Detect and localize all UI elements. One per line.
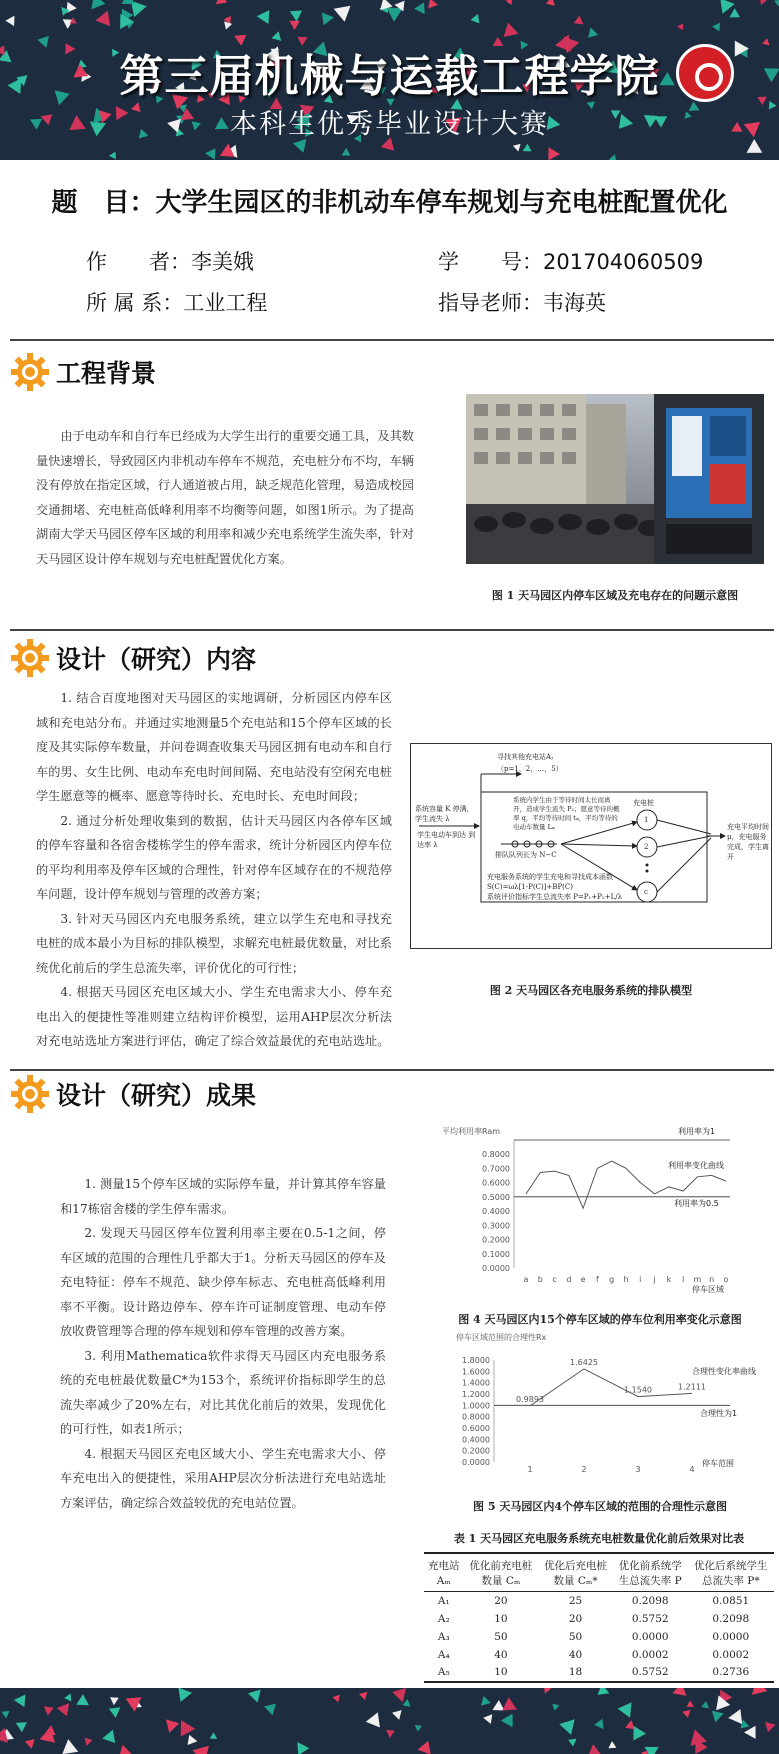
chart1-ref05-label: 利用率为0.5 xyxy=(674,1199,719,1208)
chart1-x-tick: k xyxy=(666,1275,672,1284)
table-header: 生总流失率 P xyxy=(613,1573,688,1592)
author-value: 李美娥 xyxy=(191,250,254,274)
confetti-shape xyxy=(342,148,351,156)
chart1-x-tick: l xyxy=(681,1275,685,1284)
output-label: 充电平均时间 μ，充电服务完成，学生离开 xyxy=(727,823,769,861)
confetti-shape xyxy=(392,1688,406,1702)
confetti-shape xyxy=(483,1714,492,1724)
chart1-x-tick: b xyxy=(537,1275,543,1284)
chart2-data-label: 0.9893 xyxy=(516,1394,544,1404)
confetti-shape xyxy=(701,1701,709,1708)
confetti-shape xyxy=(205,148,215,159)
chart1-x-tick: i xyxy=(639,1275,642,1284)
confetti-shape xyxy=(257,10,270,24)
chart1-xlabel: 停车区域 xyxy=(692,1285,724,1294)
confetti-shape xyxy=(504,23,519,37)
find-other-index-label: （p=1，2，…，5） xyxy=(497,765,563,773)
confetti-shape xyxy=(181,1720,196,1737)
section-title: 设计（研究）内容 xyxy=(56,645,257,674)
table-cell: 0.0851 xyxy=(712,1594,750,1607)
table-cell: A₁ xyxy=(437,1594,450,1607)
table-row xyxy=(424,1610,774,1628)
chart2-xlabel: 停车范围 xyxy=(702,1459,734,1468)
results-paragraph: 1. 测量15个停车区域的实际停车量，并计算其停车容量和17栋宿舍楼的学生停车需求。 xyxy=(60,1177,386,1216)
optimization-table xyxy=(424,1552,774,1683)
confetti-shape xyxy=(588,28,598,38)
confetti-pattern xyxy=(0,1688,779,1754)
confetti-shape xyxy=(687,1700,694,1707)
content-paragraph: 1. 结合百度地图对天马园区的实地调研，分析园区内停车区域和充电站分布。并通过实地测量5个充电站和15个停车区域的长度及其实际停车数量，并问卷调查收集天马园区拥有电动车和自行车的男、女生比例、电动车充电时间间隔、充电站没有空闲充电桩学生愿意等的概率、愿意等待时长、充电时长、充电时间段； xyxy=(36,691,392,803)
table-row xyxy=(424,1664,774,1682)
confetti-shape xyxy=(744,1726,756,1739)
confetti-shape xyxy=(403,1699,411,1707)
chart1-x-tick: c xyxy=(552,1275,557,1284)
section-title: 设计（研究）成果 xyxy=(56,1081,257,1110)
confetti-shape xyxy=(752,1688,767,1695)
confetti-shape xyxy=(57,1703,69,1716)
gear-icon xyxy=(10,352,50,392)
confetti-shape xyxy=(210,1732,218,1739)
chart2-ref1-label: 合理性为1 xyxy=(700,1409,738,1418)
table-cell: A₅ xyxy=(424,1664,464,1682)
confetti-shape xyxy=(552,1704,559,1711)
table-cell: 0.5752 xyxy=(613,1664,688,1682)
confetti-shape xyxy=(492,1700,504,1711)
confetti-shape xyxy=(392,1710,402,1720)
chart1-y-ticks xyxy=(482,1150,510,1273)
chart2-y-tick: 1.6000 xyxy=(462,1367,490,1377)
chart1-x-tick: g xyxy=(609,1275,615,1284)
rationality-chart xyxy=(430,1330,770,1472)
table-header: 数量 Cₘ* xyxy=(538,1573,613,1592)
confetti-shape xyxy=(418,1741,431,1754)
chart1-y-tick: 0.8000 xyxy=(482,1150,510,1159)
divider xyxy=(10,339,774,341)
pile-1-label: 1 xyxy=(644,816,649,824)
table-row xyxy=(424,1592,774,1610)
confetti-shape xyxy=(14,1695,26,1708)
content-text xyxy=(36,686,392,1054)
figure4-caption: 图 4 天马园区内15个停车区域的停车位利用率变化示意图 xyxy=(458,1313,742,1326)
confetti-shape xyxy=(166,1719,179,1733)
chart1-y-tick: 0.5000 xyxy=(482,1192,510,1202)
content-paragraph: 2. 通过分析处理收集到的数据，估计天马园区内各停车区域的停车容量和各宿舍楼栋学生的停车需求，统计分析园区内停车位的平均利用率及停车区域的合理性，针对停车区域存在的不规范停车问题，设计停车规划与管理的改善方案； xyxy=(36,813,392,901)
confetti-shape xyxy=(290,11,302,22)
confetti-shape xyxy=(119,1745,133,1754)
chart1-y-tick: 0.3000 xyxy=(482,1221,510,1231)
table-cell: 40 xyxy=(568,1648,583,1661)
divider xyxy=(10,1069,774,1071)
chart2-data-label: 1.6425 xyxy=(570,1357,598,1367)
chart1-ylabel: 平均利用率Ram xyxy=(442,1127,501,1136)
confetti-shape xyxy=(574,16,584,25)
table-cell: 50 xyxy=(494,1630,508,1643)
confetti-shape xyxy=(618,1702,632,1717)
chart1-y-tick: 0.0000 xyxy=(482,1264,510,1273)
confetti-shape xyxy=(62,1739,78,1754)
gear-icon xyxy=(10,1074,50,1114)
pile-2-label: 2 xyxy=(644,843,649,851)
table-cell: 0.0000 xyxy=(712,1630,750,1643)
confetti-shape xyxy=(608,1741,616,1748)
confetti-shape xyxy=(2,1711,10,1718)
chart2-x-tick: 2 xyxy=(581,1465,587,1472)
arrival-label: 学生电动车到达 到达率 λ xyxy=(417,831,476,849)
chart2-y-tick: 0.6000 xyxy=(462,1424,490,1433)
chart1-y-tick: 0.4000 xyxy=(482,1207,510,1216)
chart2-series-label: 合理性变化率曲线 xyxy=(692,1367,756,1376)
queue-model-diagram xyxy=(410,743,772,949)
queue-length-label: 排队队列长为 N−C xyxy=(495,851,557,859)
chart2-y-tick: 0.0000 xyxy=(462,1458,490,1467)
confetti-shape xyxy=(91,0,105,9)
confetti-shape xyxy=(691,1730,708,1746)
table-header: 优化后系统学生 xyxy=(688,1553,774,1573)
confetti-shape xyxy=(598,1688,610,1695)
confetti-shape xyxy=(110,1697,119,1705)
confetti-shape xyxy=(366,1712,380,1727)
capacity-label: 系统容量 K 停满，学生流失 λ xyxy=(415,805,474,823)
figure1-caption: 图 1 天马园区内停车区域及充电存在的问题示意图 xyxy=(491,589,739,602)
chart2-y-tick: 1.0000 xyxy=(462,1401,490,1411)
table1-caption: 表 1 天马园区充电服务系统充电桩数量优化前后效果对比表 xyxy=(453,1532,745,1545)
confetti-shape xyxy=(682,1710,690,1718)
table-header: 数量 Cₘ xyxy=(464,1573,539,1592)
advisor-label: 指导老师： xyxy=(438,291,543,315)
banner-subtitle: 本科生优秀毕业设计大赛 xyxy=(230,109,549,140)
chart2-ylabel: 停车区域范围的合理性Rx xyxy=(456,1333,547,1342)
confetti-shape xyxy=(765,1722,775,1732)
confetti-shape xyxy=(216,0,227,4)
confetti-shape xyxy=(568,1739,576,1747)
header-banner xyxy=(0,0,779,160)
table-cell: 0.2098 xyxy=(631,1594,669,1607)
confetti-shape xyxy=(774,0,779,6)
student-id-value: 201704060509 xyxy=(543,250,704,274)
chart1-x-tick: o xyxy=(723,1275,729,1284)
results-paragraph: 3. 利用Mathematica软件求得天马园区内充电服务系统的充电桩最优数量C*为153个，系统评价指标即学生的总流失率减少了20%左右，对比其优化前后的效果，发现优化的可行性，如表1所示； xyxy=(60,1348,386,1436)
table-cell: 0.2736 xyxy=(688,1664,774,1682)
chart2-x-tick: 4 xyxy=(689,1465,695,1472)
confetti-shape xyxy=(544,1688,552,1694)
confetti-shape xyxy=(625,1720,635,1729)
table-cell: 20 xyxy=(568,1612,583,1625)
confetti-shape xyxy=(548,147,560,160)
background-text: 由于电动车和自行车已经成为大学生出行的重要交通工具，及其数量快速增长，导致园区内非机动车停车不规范，充电桩分布不均，车辆没有停放在指定区域，行人通道被占用，缺乏规范化管理，易造成校园交通拥堵、充电桩高低峰利用率不均衡等问题，如图1所示。为了提高湖南大学天马园区停车区域的利用率和减少充电系统学生流失率，针对天马园区设计停车规划与充电桩配置优化方案。 xyxy=(36,429,414,566)
table-cell: 10 xyxy=(464,1664,539,1682)
confetti-shape xyxy=(224,21,232,29)
chart1-x-tick: n xyxy=(709,1275,715,1284)
chart1-x-tick: j xyxy=(653,1275,656,1284)
gear-icon xyxy=(10,638,50,678)
chart2-data-label: 1.1540 xyxy=(624,1385,652,1395)
table-row xyxy=(424,1646,774,1664)
table-cell: 0.0002 xyxy=(712,1648,750,1661)
chart1-ref1-label: 利用率为1 xyxy=(678,1127,716,1136)
table-cell: 10 xyxy=(494,1612,508,1625)
confetti-shape xyxy=(264,1704,276,1716)
advisor-value: 韦海英 xyxy=(543,291,606,315)
confetti-shape xyxy=(387,8,403,22)
confetti-shape xyxy=(109,152,116,160)
banner-title: 第三届机械与运载工程学院 xyxy=(119,51,660,102)
chart2-y-tick: 1.4000 xyxy=(462,1378,490,1388)
confetti-shape xyxy=(471,14,480,24)
chart2-x-ticks xyxy=(527,1465,694,1472)
content-paragraph: 3. 针对天马园区内充电服务系统，建立以学生充电和寻找充电桩的成本最小为目标的排队模型，求解充电桩最优数量，对比系统优化前后的学生总流失率，评价优化的可行性； xyxy=(36,911,392,975)
table-cell: 40 xyxy=(494,1648,508,1661)
pile-label: 充电桩 xyxy=(633,799,654,807)
confetti-shape xyxy=(546,0,555,6)
confetti-shape xyxy=(25,1739,35,1749)
author-label: 作 者： xyxy=(86,250,191,274)
confetti-shape xyxy=(720,0,735,14)
confetti-shape xyxy=(96,11,111,27)
confetti-shape xyxy=(415,1725,422,1732)
table-row xyxy=(424,1628,774,1646)
pile-c-label: c xyxy=(644,888,648,896)
chart1-x-tick: h xyxy=(623,1275,629,1284)
chart2-data-label: 1.2111 xyxy=(678,1382,706,1392)
table-header: 优化前系统学 xyxy=(613,1553,688,1573)
figure2-caption: 图 2 天马园区各充电服务系统的排队模型 xyxy=(489,984,693,997)
school-logo-icon xyxy=(676,44,734,102)
confetti-shape xyxy=(729,8,740,17)
chart1-x-tick: e xyxy=(580,1275,586,1284)
find-other-station-label: 寻找其他充电站Aⱼ xyxy=(497,753,553,761)
confetti-shape xyxy=(501,1714,513,1728)
loss-rate-label: 系统评价指标学生总流失率 P=P₁+P₂+L/λ xyxy=(487,893,623,901)
section-content-header xyxy=(10,636,256,680)
chart2-y-tick: 1.8000 xyxy=(462,1356,490,1365)
confetti-shape xyxy=(386,1730,395,1738)
table-header: 优化后充电桩 xyxy=(538,1553,613,1573)
table-cell: A₂ xyxy=(437,1612,450,1625)
table-cell: 25 xyxy=(568,1594,583,1607)
chart2-x-tick: 1 xyxy=(527,1465,533,1472)
confetti-shape xyxy=(16,1722,27,1732)
confetti-shape xyxy=(178,1688,192,1702)
confetti-shape xyxy=(633,1726,646,1741)
confetti-shape xyxy=(359,1692,367,1700)
confetti-shape xyxy=(85,1738,93,1746)
chart2-x-tick: 3 xyxy=(635,1465,641,1472)
confetti-shape xyxy=(44,1706,54,1715)
table-header: 优化前充电桩 xyxy=(464,1553,539,1573)
table-cell: A₄ xyxy=(437,1648,450,1661)
section-results-header xyxy=(10,1072,256,1116)
confetti-shape xyxy=(109,1707,120,1718)
advisor-row xyxy=(438,287,606,317)
utilization-chart xyxy=(430,1120,770,1298)
chart1-x-tick: a xyxy=(523,1275,529,1284)
chart1-series-label: 利用率变化曲线 xyxy=(668,1161,724,1170)
department-label: 所 属 系： xyxy=(86,291,184,315)
chart1-y-tick: 0.6000 xyxy=(482,1178,510,1188)
confetti-shape xyxy=(712,23,720,32)
confetti-shape xyxy=(297,1742,309,1754)
chart1-x-tick: f xyxy=(595,1275,599,1284)
confetti-shape xyxy=(523,144,532,152)
chart2-data-labels xyxy=(516,1358,706,1404)
confetti-shape xyxy=(594,1719,603,1729)
results-paragraph: 4. 根据天马园区充电区域大小、学生充电需求大小、停车充电出入的便捷性，采用AHP层次分析法进行充电站选址方案评估，确定综合效益较优的充电站位置。 xyxy=(60,1446,386,1510)
confetti-shape xyxy=(102,1730,115,1743)
confetti-shape xyxy=(673,1688,687,1696)
chart1-x-tick: d xyxy=(566,1275,572,1284)
chart1-x-ticks xyxy=(524,1275,729,1284)
results-paragraph: 2. 发现天马园区停车位置利用率主要在0.5-1之间，停车区域的范围的合理性几乎都大于1。分析天马园区的停车及充电特征：停车不规范、缺少停车标志、充电桩高低峰利用率不平衡。设计路边停车、停车许可证制度管理、电动车停放收费管理等合理的停车规划和停车管理的改善方案。 xyxy=(60,1226,386,1338)
confetti-shape xyxy=(5,16,14,26)
confetti-shape xyxy=(428,0,438,8)
table-header: 充电站 xyxy=(424,1553,464,1573)
table-cell: A₃ xyxy=(437,1630,450,1643)
section-title: 工程背景 xyxy=(56,359,157,388)
chart1-y-tick: 0.2000 xyxy=(482,1235,510,1245)
table-header-row xyxy=(424,1553,774,1573)
results-text xyxy=(60,1172,386,1515)
chart2-series-line xyxy=(530,1369,692,1406)
table-header-row xyxy=(424,1573,774,1592)
table-header: Aₘ xyxy=(424,1573,464,1592)
confetti-shape xyxy=(712,1711,724,1723)
confetti-shape xyxy=(322,13,334,26)
chart1-x-tick: m xyxy=(693,1275,702,1284)
confetti-shape xyxy=(192,1746,209,1754)
divider xyxy=(10,629,774,631)
chart1-y-tick: 0.1000 xyxy=(482,1249,510,1259)
confetti-shape xyxy=(76,1694,89,1705)
table-cell: 18 xyxy=(538,1664,613,1682)
project-title: 题 目：大学生园区的非机动车停车规划与充电桩配置优化 xyxy=(51,188,728,218)
confetti-shape xyxy=(760,0,767,5)
queue-note-label: 系统内学生由于等待时间太长而离开，造成学生流失 P₂；愿意等待的概率 q，平均等待时间 tᵩ，平均等待的电动车数量 Lᵩ xyxy=(513,796,620,831)
confetti-shape xyxy=(513,144,521,152)
confetti-shape xyxy=(609,154,617,160)
figure5-caption: 图 5 天马园区内4个停车区域的范围的合理性示意图 xyxy=(473,1500,727,1513)
confetti-shape xyxy=(728,1709,742,1724)
table-cell: 0.5752 xyxy=(631,1612,669,1625)
content-paragraph: 4. 根据天马园区充电区域大小、学生充电需求大小、停车充电出入的便捷性等准则建立结构评价模型，运用AHP层次分析法对充电站选址方案进行评估，确定了综合效益最优的充电站选址。 xyxy=(36,985,392,1048)
chart2-y-tick: 1.2000 xyxy=(462,1390,490,1399)
confetti-shape xyxy=(506,0,513,5)
confetti-shape xyxy=(414,2,425,14)
author-row xyxy=(86,246,254,276)
table-cell: 0.2098 xyxy=(712,1612,750,1625)
confetti-shape xyxy=(334,6,351,22)
confetti-shape xyxy=(587,1744,602,1754)
confetti-shape xyxy=(481,1696,491,1706)
confetti-shape xyxy=(121,0,134,4)
confetti-shape xyxy=(747,139,763,153)
confetti-shape xyxy=(188,1735,198,1745)
confetti-shape xyxy=(332,1695,340,1703)
table-header: 总流失率 P* xyxy=(688,1573,774,1592)
chart2-y-ticks xyxy=(462,1356,490,1467)
footer-banner xyxy=(0,1688,779,1754)
chart2-y-tick: 0.2000 xyxy=(462,1446,490,1456)
confetti-shape xyxy=(289,21,300,30)
table-cell: 0.0002 xyxy=(631,1648,669,1661)
confetti-shape xyxy=(502,1697,517,1710)
chart1-y-tick: 0.7000 xyxy=(482,1164,510,1174)
chart2-y-tick: 0.8000 xyxy=(462,1412,490,1422)
confetti-shape xyxy=(677,23,683,30)
chart2-y-tick: 0.4000 xyxy=(462,1435,490,1445)
confetti-shape xyxy=(64,1694,71,1702)
confetti-shape xyxy=(641,1751,648,1754)
confetti-shape xyxy=(248,1690,261,1703)
department-value: 工业工程 xyxy=(183,291,268,315)
student-id-row xyxy=(438,246,703,276)
table-cell: 20 xyxy=(494,1594,508,1607)
parking-photo xyxy=(466,394,764,564)
cost-function-label: 充电服务系统的学生充电和寻找成本函数 S(C)=ωλ[1-P(C)]+BP(C) xyxy=(487,873,613,891)
table-cell: 50 xyxy=(568,1630,583,1643)
confetti-shape xyxy=(559,1719,574,1735)
student-id-label: 学 号： xyxy=(438,250,543,274)
department-row xyxy=(86,287,267,317)
table-cell: 0.0000 xyxy=(631,1630,669,1643)
section-background-header xyxy=(10,350,156,394)
